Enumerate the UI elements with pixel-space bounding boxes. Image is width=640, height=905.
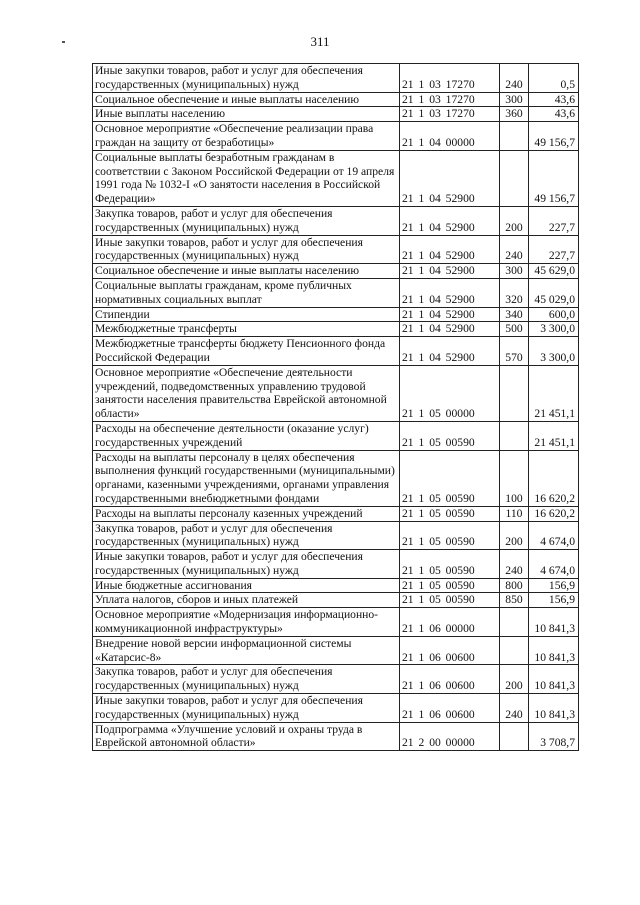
table-row bbox=[93, 365, 579, 421]
row-sum-cell: 16 620,2 bbox=[529, 506, 579, 521]
row-code-cell: 21 1 03 17270 bbox=[400, 107, 500, 122]
row-code-cell: 21 1 06 00600 bbox=[400, 694, 500, 723]
row-name-cell: Закупка товаров, работ и услуг для обеспечения государственных (муниципальных) нужд bbox=[93, 521, 400, 550]
table-row bbox=[93, 694, 579, 723]
row-code-cell: 21 1 04 52900 bbox=[400, 337, 500, 366]
row-name-cell: Иные выплаты населению bbox=[93, 107, 400, 122]
row-code-cell: 21 1 04 52900 bbox=[400, 206, 500, 235]
row-vr-cell: 320 bbox=[500, 278, 529, 307]
row-code-cell: 21 1 05 00590 bbox=[400, 450, 500, 506]
row-sum-cell: 3 708,7 bbox=[529, 722, 579, 751]
table-row bbox=[93, 506, 579, 521]
row-vr-cell bbox=[500, 421, 529, 450]
table-row bbox=[93, 608, 579, 637]
table-row bbox=[93, 337, 579, 366]
row-vr-cell: 340 bbox=[500, 307, 529, 322]
row-sum-cell: 16 620,2 bbox=[529, 450, 579, 506]
table-row bbox=[93, 322, 579, 337]
row-vr-cell bbox=[500, 722, 529, 751]
row-vr-cell: 100 bbox=[500, 450, 529, 506]
row-name-cell: Межбюджетные трансферты бюджету Пенсионного фонда Российской Федерации bbox=[93, 337, 400, 366]
row-sum-cell: 227,7 bbox=[529, 235, 579, 264]
row-vr-cell: 800 bbox=[500, 578, 529, 593]
row-code-cell: 21 1 04 52900 bbox=[400, 307, 500, 322]
row-code-cell: 21 1 05 00590 bbox=[400, 578, 500, 593]
row-code-cell: 21 1 04 52900 bbox=[400, 150, 500, 206]
row-code-cell: 21 1 04 52900 bbox=[400, 264, 500, 279]
row-sum-cell: 4 674,0 bbox=[529, 521, 579, 550]
table-row bbox=[93, 665, 579, 694]
row-code-cell: 21 1 04 00000 bbox=[400, 122, 500, 151]
row-name-cell: Иные закупки товаров, работ и услуг для обеспечения государственных (муниципальных) нужд bbox=[93, 235, 400, 264]
row-vr-cell bbox=[500, 608, 529, 637]
row-vr-cell: 200 bbox=[500, 521, 529, 550]
table-row bbox=[93, 92, 579, 107]
table-row bbox=[93, 264, 579, 279]
row-code-cell: 21 1 05 00000 bbox=[400, 365, 500, 421]
row-name-cell: Социальное обеспечение и иные выплаты населению bbox=[93, 264, 400, 279]
row-name-cell: Основное мероприятие «Модернизация информационно-коммуникационной инфраструктуры» bbox=[93, 608, 400, 637]
row-sum-cell: 600,0 bbox=[529, 307, 579, 322]
row-name-cell: Подпрограмма «Улучшение условий и охраны труда в Еврейской автономной области» bbox=[93, 722, 400, 751]
table-row bbox=[93, 550, 579, 579]
row-sum-cell: 43,6 bbox=[529, 107, 579, 122]
row-code-cell: 21 1 05 00590 bbox=[400, 521, 500, 550]
row-name-cell: Иные закупки товаров, работ и услуг для обеспечения государственных (муниципальных) нужд bbox=[93, 64, 400, 93]
row-name-cell: Расходы на обеспечение деятельности (оказание услуг) государственных учреждений bbox=[93, 421, 400, 450]
row-sum-cell: 45 029,0 bbox=[529, 278, 579, 307]
row-code-cell: 21 1 04 52900 bbox=[400, 322, 500, 337]
row-name-cell: Основное мероприятие «Обеспечение реализации права граждан на защиту от безработицы» bbox=[93, 122, 400, 151]
row-code-cell: 21 1 05 00590 bbox=[400, 506, 500, 521]
row-name-cell: Иные бюджетные ассигнования bbox=[93, 578, 400, 593]
row-name-cell: Основное мероприятие «Обеспечение деятельности учреждений, подведомственных управлению трудовой занятости населения правительства Еврейской автономной области» bbox=[93, 365, 400, 421]
row-vr-cell: 200 bbox=[500, 206, 529, 235]
row-name-cell: Расходы на выплаты персоналу в целях обеспечения выполнения функций государственными (муниципальными) органами, казенными учреждениями, органами управления государственными внебюджетными фондами bbox=[93, 450, 400, 506]
row-vr-cell: 200 bbox=[500, 665, 529, 694]
row-name-cell: Межбюджетные трансферты bbox=[93, 322, 400, 337]
table-row bbox=[93, 578, 579, 593]
row-code-cell: 21 1 04 52900 bbox=[400, 278, 500, 307]
row-sum-cell: 0,5 bbox=[529, 64, 579, 93]
row-sum-cell: 21 451,1 bbox=[529, 365, 579, 421]
page-number: 311 bbox=[310, 34, 330, 49]
scan-speck bbox=[62, 41, 65, 43]
row-sum-cell: 3 300,0 bbox=[529, 337, 579, 366]
row-code-cell: 21 1 04 52900 bbox=[400, 235, 500, 264]
table-row bbox=[93, 122, 579, 151]
row-sum-cell: 156,9 bbox=[529, 578, 579, 593]
table-row bbox=[93, 450, 579, 506]
row-sum-cell: 10 841,3 bbox=[529, 665, 579, 694]
row-code-cell: 21 1 05 00590 bbox=[400, 421, 500, 450]
row-sum-cell: 3 300,0 bbox=[529, 322, 579, 337]
row-sum-cell: 49 156,7 bbox=[529, 122, 579, 151]
table-row bbox=[93, 722, 579, 751]
row-sum-cell: 10 841,3 bbox=[529, 608, 579, 637]
table-row bbox=[93, 206, 579, 235]
row-sum-cell: 49 156,7 bbox=[529, 150, 579, 206]
row-vr-cell: 240 bbox=[500, 550, 529, 579]
row-code-cell: 21 1 06 00600 bbox=[400, 636, 500, 665]
table-row bbox=[93, 107, 579, 122]
row-vr-cell: 300 bbox=[500, 264, 529, 279]
table-row bbox=[93, 64, 579, 93]
row-sum-cell: 227,7 bbox=[529, 206, 579, 235]
row-name-cell: Закупка товаров, работ и услуг для обеспечения государственных (муниципальных) нужд bbox=[93, 206, 400, 235]
row-vr-cell bbox=[500, 150, 529, 206]
row-name-cell: Уплата налогов, сборов и иных платежей bbox=[93, 593, 400, 608]
row-vr-cell: 240 bbox=[500, 694, 529, 723]
row-sum-cell: 4 674,0 bbox=[529, 550, 579, 579]
row-code-cell: 21 1 06 00600 bbox=[400, 665, 500, 694]
row-name-cell: Внедрение новой версии информационной системы «Катарсис-8» bbox=[93, 636, 400, 665]
table-row bbox=[93, 278, 579, 307]
table-row bbox=[93, 150, 579, 206]
row-sum-cell: 156,9 bbox=[529, 593, 579, 608]
table-row bbox=[93, 593, 579, 608]
row-vr-cell: 850 bbox=[500, 593, 529, 608]
row-vr-cell bbox=[500, 122, 529, 151]
row-vr-cell: 240 bbox=[500, 64, 529, 93]
row-sum-cell: 43,6 bbox=[529, 92, 579, 107]
row-name-cell: Иные закупки товаров, работ и услуг для обеспечения государственных (муниципальных) нужд bbox=[93, 550, 400, 579]
row-vr-cell: 570 bbox=[500, 337, 529, 366]
row-sum-cell: 45 629,0 bbox=[529, 264, 579, 279]
row-sum-cell: 10 841,3 bbox=[529, 694, 579, 723]
row-code-cell: 21 1 05 00590 bbox=[400, 593, 500, 608]
row-name-cell: Социальное обеспечение и иные выплаты населению bbox=[93, 92, 400, 107]
row-code-cell: 21 1 03 17270 bbox=[400, 92, 500, 107]
table-row bbox=[93, 521, 579, 550]
row-name-cell: Социальные выплаты гражданам, кроме публичных нормативных социальных выплат bbox=[93, 278, 400, 307]
row-name-cell: Иные закупки товаров, работ и услуг для обеспечения государственных (муниципальных) нужд bbox=[93, 694, 400, 723]
row-vr-cell: 360 bbox=[500, 107, 529, 122]
row-code-cell: 21 1 05 00590 bbox=[400, 550, 500, 579]
table-row bbox=[93, 235, 579, 264]
row-name-cell: Социальные выплаты безработным гражданам в соответствии с Законом Российской Федерации от 19 апреля 1991 года № 1032-I «О занятости населения в Российской Федерации» bbox=[93, 150, 400, 206]
row-vr-cell: 500 bbox=[500, 322, 529, 337]
budget-table-body bbox=[93, 64, 579, 751]
row-code-cell: 21 1 06 00000 bbox=[400, 608, 500, 637]
budget-table bbox=[92, 63, 579, 751]
row-vr-cell bbox=[500, 365, 529, 421]
row-vr-cell: 110 bbox=[500, 506, 529, 521]
row-vr-cell: 240 bbox=[500, 235, 529, 264]
row-vr-cell: 300 bbox=[500, 92, 529, 107]
row-name-cell: Стипендии bbox=[93, 307, 400, 322]
table-row bbox=[93, 636, 579, 665]
row-code-cell: 21 2 00 00000 bbox=[400, 722, 500, 751]
row-name-cell: Расходы на выплаты персоналу казенных учреждений bbox=[93, 506, 400, 521]
row-sum-cell: 21 451,1 bbox=[529, 421, 579, 450]
row-name-cell: Закупка товаров, работ и услуг для обеспечения государственных (муниципальных) нужд bbox=[93, 665, 400, 694]
table-row bbox=[93, 307, 579, 322]
table-row bbox=[93, 421, 579, 450]
row-sum-cell: 10 841,3 bbox=[529, 636, 579, 665]
row-code-cell: 21 1 03 17270 bbox=[400, 64, 500, 93]
row-vr-cell bbox=[500, 636, 529, 665]
